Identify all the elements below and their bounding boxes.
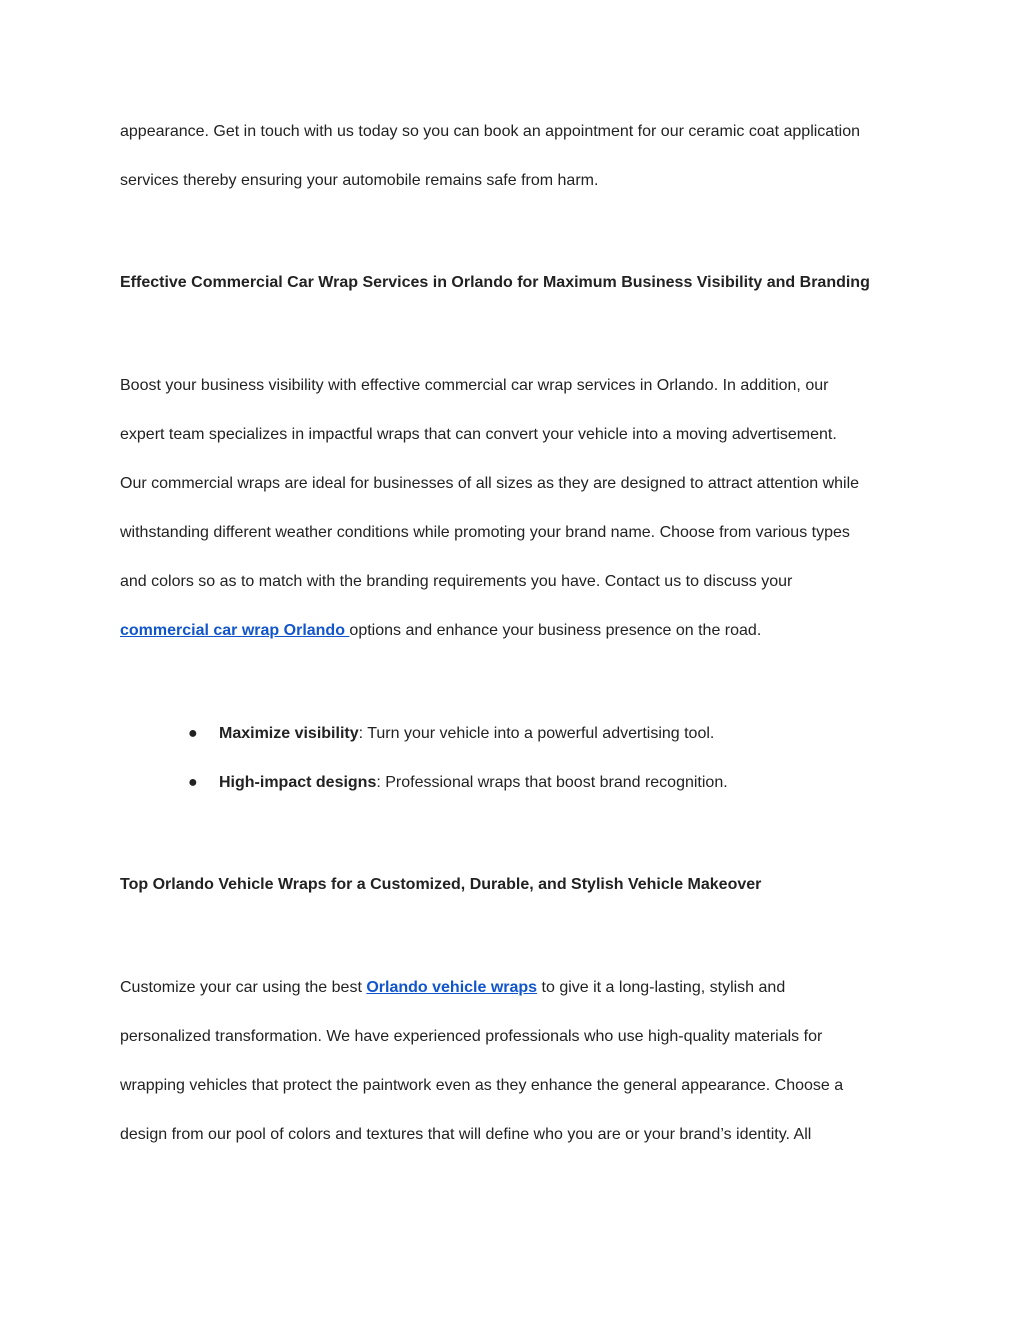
bullet-term: High-impact designs <box>219 774 377 791</box>
bullet-item <box>188 773 728 793</box>
section-heading-vehicle-wraps: Top Orlando Vehicle Wraps for a Customized, Durable, and Stylish Vehicle Makeover <box>120 876 762 893</box>
paragraph-line: and colors so as to match with the branding requirements you have. Contact us to discuss your <box>120 573 793 590</box>
bullet-icon: ● <box>188 725 198 742</box>
bullet-text: : Turn your vehicle into a powerful advertising tool. <box>358 725 715 742</box>
bullet-text: : Professional wraps that boost brand recognition. <box>376 774 728 791</box>
paragraph-line: design from our pool of colors and textures that will define who you are or your brand’s identity. All <box>120 1126 812 1143</box>
paragraph-line <box>120 978 785 998</box>
link-trailing-text: to give it a long-lasting, stylish and <box>537 979 786 996</box>
section-heading-commercial-wraps: Effective Commercial Car Wrap Services in Orlando for Maximum Business Visibility and Branding <box>120 274 870 291</box>
paragraph-line: expert team specializes in impactful wraps that can convert your vehicle into a moving advertisement. <box>120 426 837 443</box>
orlando-vehicle-wraps-link[interactable]: Orlando vehicle wraps <box>366 979 538 996</box>
paragraph-line: Boost your business visibility with effective commercial car wrap services in Orlando. In addition, our <box>120 377 829 394</box>
line-leading-text: Customize your car using the best <box>120 979 367 996</box>
paragraph-line <box>120 621 761 641</box>
link-trailing-text: options and enhance your business presence on the road. <box>349 622 762 639</box>
paragraph-line: personalized transformation. We have experienced professionals who use high-quality materials for <box>120 1028 823 1045</box>
commercial-car-wrap-link[interactable]: commercial car wrap Orlando <box>120 622 350 639</box>
paragraph-line: withstanding different weather conditions while promoting your brand name. Choose from various types <box>120 524 850 541</box>
paragraph-line: services thereby ensuring your automobile remains safe from harm. <box>120 172 599 189</box>
paragraph-line: Our commercial wraps are ideal for businesses of all sizes as they are designed to attract attention while <box>120 475 860 492</box>
paragraph-line: appearance. Get in touch with us today so you can book an appointment for our ceramic coat application <box>120 123 860 140</box>
paragraph-line: wrapping vehicles that protect the paintwork even as they enhance the general appearance. Choose a <box>120 1077 844 1094</box>
bullet-term: Maximize visibility <box>219 725 359 742</box>
bullet-item <box>188 724 714 744</box>
bullet-icon: ● <box>188 774 198 791</box>
